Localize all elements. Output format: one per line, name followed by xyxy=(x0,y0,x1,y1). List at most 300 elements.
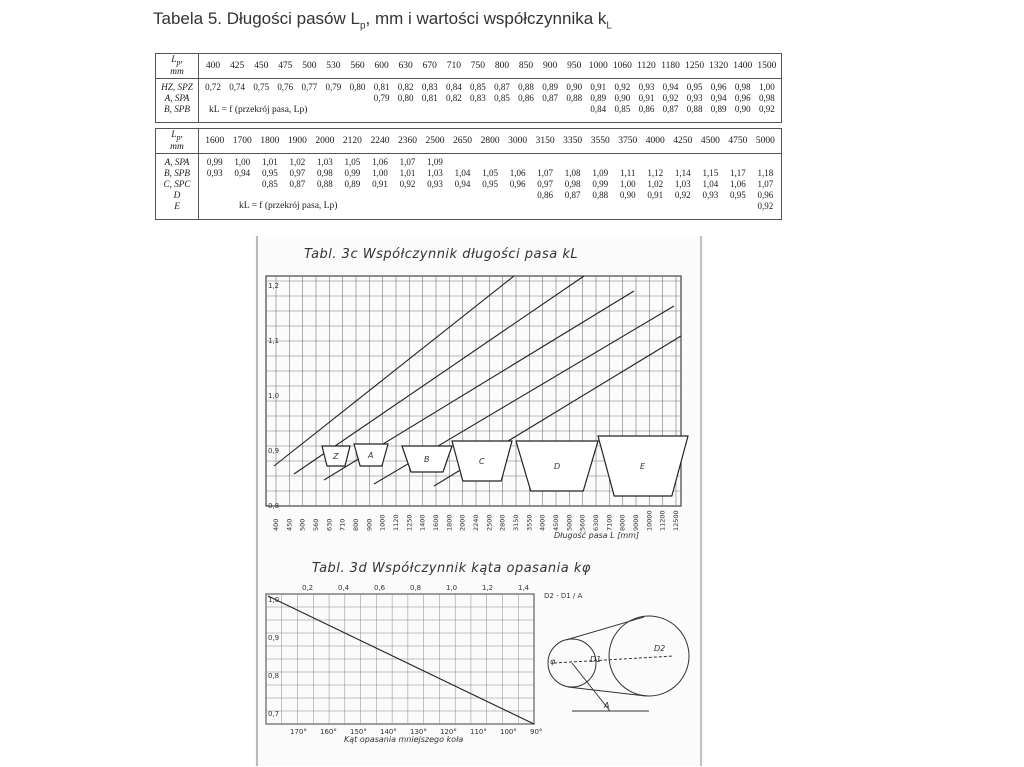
table-cell: 0,91 xyxy=(638,93,655,103)
bottom-tick-label: 140° xyxy=(380,728,397,736)
x-tick-label: 6300 xyxy=(592,514,600,531)
table-cell xyxy=(421,190,449,201)
x-tick-label: 800 xyxy=(352,518,360,531)
table-cell xyxy=(345,104,369,115)
table-cell xyxy=(394,190,422,201)
table-cell: 1,14 xyxy=(674,168,691,178)
table-cell: 1,09 xyxy=(427,157,443,167)
x-tick-label: 630 xyxy=(325,518,334,531)
table-cell xyxy=(559,157,587,168)
title-prefix: Tabela 5. Długości pasów L xyxy=(153,9,360,28)
row-label: B, SPB xyxy=(163,168,191,178)
table-cell: 0,92 xyxy=(758,104,775,114)
table-cell: 1,04 xyxy=(702,179,719,189)
table-cell: 0,96 xyxy=(757,190,774,200)
table-cell: 0,91 xyxy=(590,82,607,92)
table-cell: 0,87 xyxy=(289,179,306,189)
table-cell: 0,95 xyxy=(729,190,746,200)
row-label: E xyxy=(174,201,180,211)
x-tick-label: 560 xyxy=(312,518,320,531)
table-cell: 1,03 xyxy=(674,179,691,189)
y-tick-label: 1,0 xyxy=(268,392,280,400)
length-header-cell: 425 xyxy=(229,61,245,71)
table-cell: 1,00 xyxy=(758,82,775,92)
table-cell xyxy=(562,104,586,115)
length-header-cell: 2360 xyxy=(397,136,417,146)
profile-label: A xyxy=(368,451,374,460)
table-cell xyxy=(531,157,559,168)
length-header-cell: 710 xyxy=(446,61,461,71)
length-header-cell: 450 xyxy=(254,61,269,71)
table-cell: 0,93 xyxy=(702,190,719,200)
table-cell: 1,02 xyxy=(289,157,306,167)
table-cell: 0,93 xyxy=(427,179,443,189)
table-cell: 0,97 xyxy=(289,168,306,178)
length-header-cell: 3150 xyxy=(535,136,555,146)
bottom-tick-label: 160° xyxy=(320,728,337,736)
figure-d-chart xyxy=(266,584,542,736)
table-cell xyxy=(273,93,297,104)
profile-label: C xyxy=(479,457,485,466)
x-tick-label: 400 xyxy=(272,518,280,531)
table-cell: 1,06 xyxy=(372,157,388,167)
table-cell xyxy=(418,104,442,115)
table-cell: 0,96 xyxy=(734,93,751,103)
profile-label: B xyxy=(424,455,430,464)
figure-d-xlabel: Kąt opasania mniejszego koła xyxy=(344,735,464,744)
table-cell: 0,99 xyxy=(344,168,361,178)
x-tick-label: 4500 xyxy=(552,514,560,531)
length-header-cell: 1060 xyxy=(612,61,632,71)
y-tick-label: 0,8 xyxy=(268,502,280,510)
table-cell: 0,81 xyxy=(373,82,390,92)
table-cell: 0,89 xyxy=(590,93,607,103)
length-header-cell: 560 xyxy=(350,61,365,71)
table2-lengths xyxy=(199,129,782,154)
table-cell: 1,03 xyxy=(317,157,333,167)
table-cell: 0,94 xyxy=(710,93,727,103)
table-cell: 0,95 xyxy=(482,179,498,189)
length-header-cell: 4250 xyxy=(673,136,693,146)
table-cell: 1,09 xyxy=(592,168,609,178)
table2-note: kL = f (przekrój pasa, Lp) xyxy=(239,201,338,211)
table-cell: 0,95 xyxy=(261,168,278,178)
table-cell xyxy=(249,93,273,104)
table-cell xyxy=(476,190,504,201)
table-cell: 0,85 xyxy=(470,82,486,92)
table-cell: 0,81 xyxy=(421,93,438,103)
profile-label: Z xyxy=(333,452,339,461)
length-header-cell: 2000 xyxy=(315,136,335,146)
figure-d-top-label: D2 - D1 / A xyxy=(544,592,583,600)
x-tick-label: 12500 xyxy=(672,510,680,531)
length-header-cell: 1250 xyxy=(685,61,705,71)
table-cell: 0,87 xyxy=(542,93,558,103)
table-cell: 1,07 xyxy=(537,168,554,178)
table-cell: 0,94 xyxy=(454,179,471,189)
table-cell: 1,01 xyxy=(261,157,278,167)
table-cell: 0,93 xyxy=(686,93,703,103)
table-cell: 0,72 xyxy=(205,82,221,92)
table-cell: 0,84 xyxy=(590,104,607,114)
length-header-cell: 670 xyxy=(422,61,437,71)
table-cell xyxy=(345,93,369,104)
table-cell: 0,99 xyxy=(206,157,223,167)
pulley-diagram xyxy=(548,616,689,711)
table-cell xyxy=(394,104,418,115)
table-cell xyxy=(724,201,752,212)
table-cell: 1,07 xyxy=(757,179,774,189)
length-header-cell: 3350 xyxy=(563,136,583,146)
table-cell: 0,97 xyxy=(537,179,554,189)
table-cell xyxy=(201,179,229,190)
table-cell: 0,83 xyxy=(470,93,486,103)
length-header-cell: 1800 xyxy=(260,136,280,146)
length-header-cell: 1400 xyxy=(733,61,753,71)
table-cell xyxy=(476,201,504,212)
y-tick-label: 0,9 xyxy=(268,634,280,642)
table-cell xyxy=(614,157,642,168)
table-cell: 0,98 xyxy=(317,168,333,178)
length-header-cell: 4000 xyxy=(645,136,665,146)
table-row xyxy=(201,82,779,93)
table-cell: 0,92 xyxy=(614,82,631,92)
row-label: D xyxy=(173,190,181,200)
table-cell xyxy=(642,157,670,168)
table-cell: 0,90 xyxy=(619,190,636,200)
length-header-cell: 2240 xyxy=(370,136,390,146)
length-header-cell: 2650 xyxy=(453,136,473,146)
length-header-cell: 900 xyxy=(543,61,558,71)
length-header-cell: 1180 xyxy=(661,61,680,71)
table-cell xyxy=(370,104,394,115)
table-row xyxy=(201,168,779,179)
table-cell xyxy=(669,157,697,168)
table-cell: 0,92 xyxy=(662,93,679,103)
table-cell: 0,80 xyxy=(397,93,414,103)
table-cell: 1,05 xyxy=(482,168,498,178)
length-header-cell: 530 xyxy=(326,61,341,71)
figure-c-xlabel: Długość pasa L [mm] xyxy=(554,531,640,540)
table-cell: 0,79 xyxy=(373,93,390,103)
length-header-cell: 1600 xyxy=(205,136,225,146)
x-tick-label: 900 xyxy=(365,518,374,531)
table-cell: 0,98 xyxy=(734,82,751,92)
length-header-cell: 850 xyxy=(518,61,534,71)
length-header-cell: 630 xyxy=(398,61,413,71)
x-tick-label: 1800 xyxy=(445,514,454,531)
table1-note: kL = f (przekrój pasa, Lp) xyxy=(209,105,308,115)
x-tick-label: 710 xyxy=(338,518,347,531)
table-cell: 0,87 xyxy=(494,82,510,92)
top-tick-label: 0,4 xyxy=(338,584,350,592)
table-cell: 1,00 xyxy=(619,179,636,189)
bottom-tick-label: 90° xyxy=(530,728,543,736)
x-tick-label: 10000 xyxy=(645,510,654,531)
length-header-cell: 750 xyxy=(470,61,486,71)
x-tick-label: 3550 xyxy=(525,514,534,531)
row-label: A, SPA xyxy=(164,93,190,103)
table-cell xyxy=(504,201,532,212)
table-row xyxy=(201,93,779,104)
table-cell xyxy=(311,190,339,201)
x-tick-label: 5600 xyxy=(578,514,587,531)
table-cell xyxy=(339,201,367,212)
table-cell xyxy=(538,104,562,115)
x-tick-label: 5000 xyxy=(565,514,574,531)
table1-row-labels xyxy=(156,79,199,123)
length-header-cell: 500 xyxy=(302,61,317,71)
table-cell: 0,88 xyxy=(592,190,609,200)
bottom-tick-label: 110° xyxy=(470,728,487,736)
table-cell xyxy=(225,93,249,104)
table-cell xyxy=(229,190,257,201)
table-cell: 0,83 xyxy=(421,82,438,92)
table-cell: 0,88 xyxy=(566,93,583,103)
row-label: C, SPC xyxy=(163,179,191,189)
table-cell xyxy=(614,201,642,212)
table-cell: 1,00 xyxy=(234,157,251,167)
table-cell xyxy=(321,93,345,104)
table-cell xyxy=(531,201,559,212)
table-cell: 0,86 xyxy=(537,190,554,200)
bottom-tick-label: 120° xyxy=(440,728,457,736)
table-row xyxy=(201,179,779,190)
table-cell: 1,07 xyxy=(399,157,416,167)
table-cell xyxy=(449,157,477,168)
coefficient-table-1 xyxy=(155,53,782,123)
table-cell: 0,87 xyxy=(662,104,679,114)
table-cell: 1,15 xyxy=(702,168,719,178)
table-cell: 0,74 xyxy=(229,82,245,92)
table-cell xyxy=(476,157,504,168)
y-tick-label: 1,2 xyxy=(268,282,280,290)
x-tick-label: 4000 xyxy=(538,514,547,531)
row-label: HZ, SPZ xyxy=(161,82,193,92)
table-cell: 0,88 xyxy=(518,82,534,92)
table2-header-label: $L_p$, mm xyxy=(156,129,199,154)
title-mid: , mm i wartości współczynnika k xyxy=(365,9,607,28)
table-cell: 0,86 xyxy=(518,93,534,103)
table-cell: 0,90 xyxy=(734,104,751,114)
top-tick-label: 1,2 xyxy=(482,584,494,592)
y-tick-label: 0,9 xyxy=(268,447,280,455)
length-header-cell: 800 xyxy=(494,61,510,71)
y-tick-label: 1,0 xyxy=(268,596,280,604)
length-header-cell: 1120 xyxy=(637,61,656,71)
table-row xyxy=(201,190,779,201)
figure-d-title: Tabl. 3d Współczynnik kąta opasania kφ xyxy=(312,561,591,576)
x-tick-label: 1400 xyxy=(418,514,427,531)
table-cell: 0,87 xyxy=(564,190,581,200)
top-tick-label: 1,4 xyxy=(518,584,530,592)
table-cell xyxy=(586,157,614,168)
bottom-tick-label: 130° xyxy=(410,728,427,736)
length-header-cell: 2800 xyxy=(480,136,500,146)
table-cell: 0,75 xyxy=(253,82,270,92)
table-cell: 1,01 xyxy=(399,168,416,178)
bottom-tick-label: 150° xyxy=(350,728,367,736)
table-cell: 0,94 xyxy=(662,82,679,92)
table-cell: 0,90 xyxy=(614,93,631,103)
x-tick-label: 2000 xyxy=(458,514,467,531)
table-cell xyxy=(724,157,752,168)
table-cell xyxy=(449,190,477,201)
table-cell: 0,79 xyxy=(325,82,342,92)
table-cell: 1,11 xyxy=(620,168,636,178)
x-tick-label: 9000 xyxy=(632,514,640,531)
title-sub-l: L xyxy=(606,20,612,32)
label-d1: D1 xyxy=(590,655,602,664)
table-cell: 0,90 xyxy=(566,82,583,92)
length-header-cell: 3550 xyxy=(590,136,610,146)
coefficient-table-2 xyxy=(155,128,782,220)
table-cell xyxy=(504,190,532,201)
top-tick-label: 1,0 xyxy=(446,584,458,592)
table-cell: 0,98 xyxy=(564,179,581,189)
length-header-cell: 1320 xyxy=(709,61,729,71)
table2-row-labels xyxy=(156,154,199,220)
table-cell: 0,86 xyxy=(638,104,655,114)
table-cell: 1,17 xyxy=(729,168,746,178)
table-cell: 0,88 xyxy=(317,179,333,189)
length-header-cell: 1900 xyxy=(287,136,307,146)
profile-label: E xyxy=(640,462,646,471)
table-cell: 0,96 xyxy=(509,179,526,189)
length-header-cell: 3000 xyxy=(508,136,528,146)
x-tick-label: 500 xyxy=(298,518,307,531)
table-cell: 0,80 xyxy=(349,82,366,92)
row-label: A, SPA xyxy=(164,157,190,167)
table-cell: 0,82 xyxy=(445,93,462,103)
profile-label: D xyxy=(554,462,561,471)
table-cell xyxy=(504,157,532,168)
table-cell: 1,08 xyxy=(564,168,581,178)
table-cell: 1,05 xyxy=(344,157,361,167)
table-cell xyxy=(366,201,394,212)
x-tick-label: 1250 xyxy=(405,514,414,531)
table-cell xyxy=(421,201,449,212)
x-tick-label: 11200 xyxy=(658,510,667,531)
table-cell: 1,02 xyxy=(647,179,664,189)
table-cell xyxy=(697,201,725,212)
label-d2: D2 xyxy=(654,644,666,653)
table1-values xyxy=(199,79,782,123)
table-cell: 1,00 xyxy=(372,168,388,178)
length-header-cell: 2500 xyxy=(425,136,445,146)
table-cell: 0,91 xyxy=(647,190,664,200)
length-header-cell: 4500 xyxy=(700,136,720,146)
table-cell xyxy=(339,190,367,201)
table-cell xyxy=(229,179,257,190)
top-tick-label: 0,6 xyxy=(374,584,386,592)
table-cell: 0,94 xyxy=(234,168,251,178)
table-cell: 0,89 xyxy=(710,104,727,114)
y-tick-label: 0,8 xyxy=(268,672,280,680)
table-cell xyxy=(201,190,229,201)
y-tick-label: 0,7 xyxy=(268,710,280,718)
length-header-cell: 400 xyxy=(205,61,221,71)
table-cell xyxy=(297,93,321,104)
table-cell: 0,88 xyxy=(686,104,703,114)
slide-title xyxy=(153,9,612,31)
table-cell: 0,99 xyxy=(592,179,609,189)
table-cell: 1,06 xyxy=(509,168,526,178)
table-cell xyxy=(394,201,422,212)
scanned-figures xyxy=(254,236,704,766)
x-tick-label: 3150 xyxy=(512,514,520,531)
table-cell: 0,98 xyxy=(758,93,775,103)
table-cell: 0,92 xyxy=(399,179,416,189)
x-tick-label: 450 xyxy=(285,518,294,531)
table-cell: 0,85 xyxy=(494,93,510,103)
top-tick-label: 0,2 xyxy=(302,584,314,592)
table-cell xyxy=(514,104,538,115)
table-cell xyxy=(201,93,225,104)
x-tick-label: 2500 xyxy=(485,514,494,531)
table-cell: 1,06 xyxy=(729,179,746,189)
x-tick-label: 1600 xyxy=(432,514,440,531)
table-cell: 0,92 xyxy=(757,201,774,211)
length-header-cell: 3750 xyxy=(618,136,638,146)
bottom-tick-label: 170° xyxy=(290,728,307,736)
table-cell xyxy=(642,201,670,212)
table-cell: 0,89 xyxy=(542,82,558,92)
x-tick-label: 7100 xyxy=(605,514,614,531)
length-header-cell: 1500 xyxy=(757,61,777,71)
table1-header-label: $L_p$, mm xyxy=(156,54,199,79)
title-sub-p: p xyxy=(359,20,366,32)
table-cell xyxy=(442,104,466,115)
length-header-cell: 475 xyxy=(278,61,293,71)
table-cell xyxy=(201,201,229,212)
table-cell xyxy=(366,190,394,201)
top-tick-label: 0,8 xyxy=(410,584,422,592)
table-cell: 0,93 xyxy=(638,82,655,92)
length-header-cell: 1700 xyxy=(232,136,252,146)
y-tick-label: 1,1 xyxy=(268,337,280,345)
length-header-cell: 5000 xyxy=(755,136,775,146)
x-tick-label: 2240 xyxy=(472,514,480,531)
figure-c-title: Tabl. 3c Współczynnik długości pasa kL xyxy=(304,247,579,262)
table-cell xyxy=(669,201,697,212)
table-cell: 0,92 xyxy=(674,190,691,200)
table-cell xyxy=(586,201,614,212)
table-cell: 0,82 xyxy=(397,82,414,92)
table1-lengths xyxy=(199,54,782,79)
table-cell: 0,89 xyxy=(344,179,361,189)
length-header-cell: 600 xyxy=(374,61,389,71)
table2-values xyxy=(199,154,782,220)
table-cell xyxy=(449,201,477,212)
table-cell xyxy=(321,104,345,115)
table-cell: 1,03 xyxy=(427,168,443,178)
table-cell: 0,91 xyxy=(372,179,388,189)
table-cell: 0,95 xyxy=(686,82,703,92)
table-cell xyxy=(697,157,725,168)
nomogram-svg xyxy=(254,236,704,766)
table-cell: 1,04 xyxy=(454,168,471,178)
table-cell xyxy=(466,104,490,115)
table-cell xyxy=(284,190,312,201)
table-cell: 0,85 xyxy=(614,104,631,114)
table-cell: 0,84 xyxy=(445,82,462,92)
table-row xyxy=(201,157,779,168)
table-cell xyxy=(752,157,780,168)
length-header-cell: 950 xyxy=(567,61,582,71)
table-cell xyxy=(490,104,514,115)
label-phi: φ xyxy=(550,657,556,666)
